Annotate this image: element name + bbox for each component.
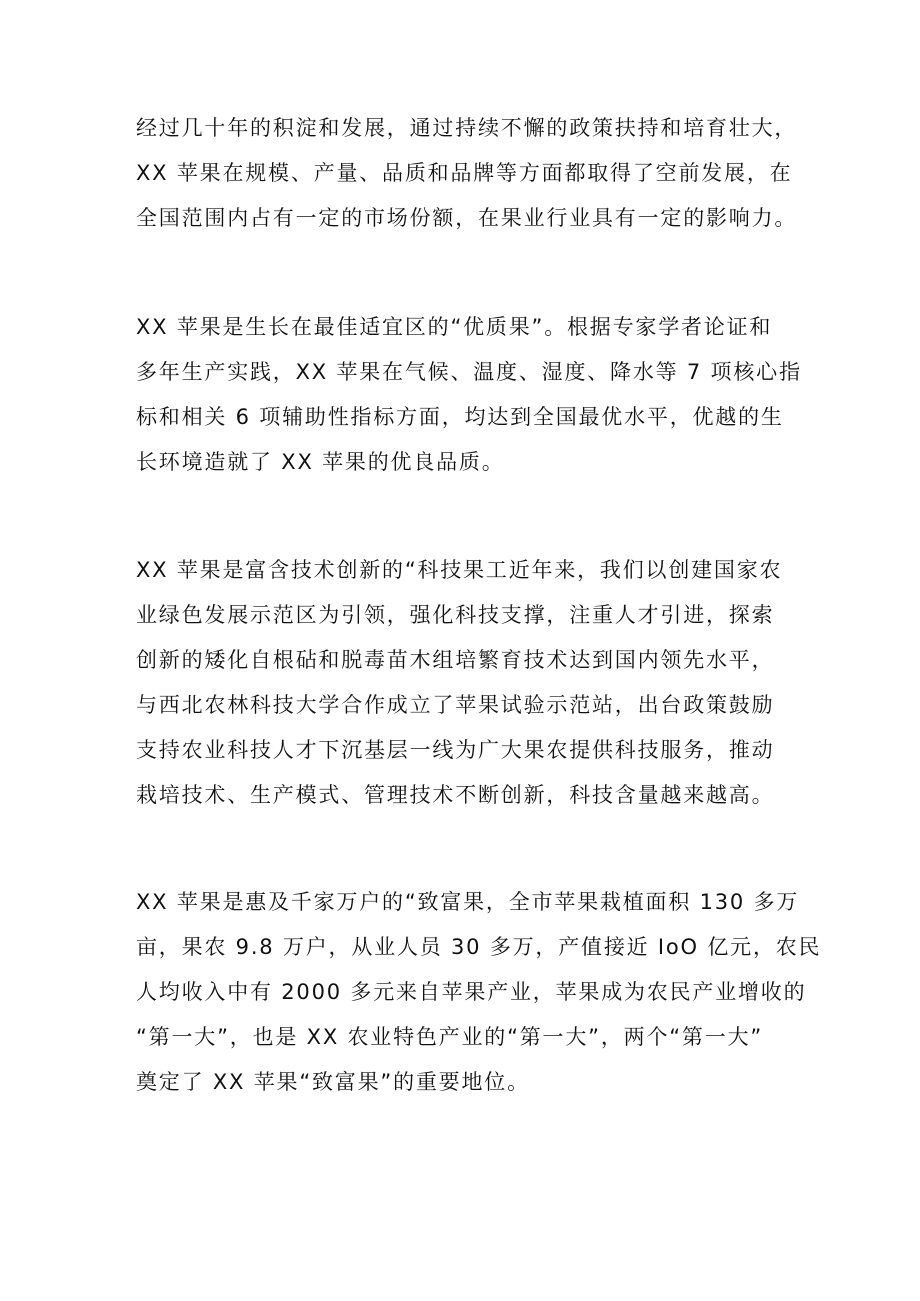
text-line: XX 苹果是富含技术创新的“科技果工近年来，我们以创建国家农: [136, 558, 783, 582]
text-line: XX 苹果在规模、产量、品质和品牌等方面都取得了空前发展，在: [136, 161, 793, 185]
text-line: 奠定了 XX 苹果“致富果”的重要地位。: [136, 1070, 530, 1094]
text-line: 标和相关 6 项辅助性指标方面，均达到全国最优水平，优越的生: [136, 405, 784, 429]
text-line: 支持农业科技人才下沉基层一线为广大果农提供科技服务，推动: [136, 738, 775, 762]
text-line: XX 苹果是惠及千家万户的“致富果，全市苹果栽植面积 130 多万: [136, 890, 800, 914]
text-line: 栽培技术、生产模式、管理技术不断创新，科技含量越来越高。: [136, 783, 775, 807]
text-line: 创新的矮化自根砧和脱毒苗木组培繁育技术达到国内领先水平，: [136, 648, 775, 672]
text-line: 经过几十年的积淀和发展，通过持续不懈的政策扶持和培育壮大，: [136, 116, 798, 140]
text-line: 多年生产实践，XX 苹果在气候、温度、湿度、降水等 7 项核心指: [136, 360, 802, 384]
paragraph-technology-fruit: [136, 548, 806, 818]
text-line: 人均收入中有 2000 多元来自苹果产业，苹果成为农民产业增收的: [136, 980, 807, 1004]
text-line: “第一大”，也是 XX 农业特色产业的“第一大”，两个“第一大”: [136, 1025, 763, 1049]
text-line: 亩，果农 9.8 万户，从业人员 30 多万，产值接近 IoO 亿元，农民: [136, 935, 822, 959]
text-line: 长环境造就了 XX 苹果的优良品质。: [136, 450, 505, 474]
text-line: XX 苹果是生长在最佳适宜区的“优质果”。根据专家学者论证和: [136, 315, 773, 339]
paragraph-development: [136, 106, 806, 241]
text-line: 全国范围内占有一定的市场份额，在果业行业具有一定的影响力。: [136, 206, 798, 230]
paragraph-prosperity-fruit: [136, 880, 822, 1105]
text-line: 与西北农林科技大学合作成立了苹果试验示范站，出台政策鼓励: [136, 693, 775, 717]
text-line: 业绿色发展示范区为引领，强化科技支撑，注重人才引进，探索: [136, 603, 775, 627]
paragraph-quality-fruit: [136, 305, 806, 485]
